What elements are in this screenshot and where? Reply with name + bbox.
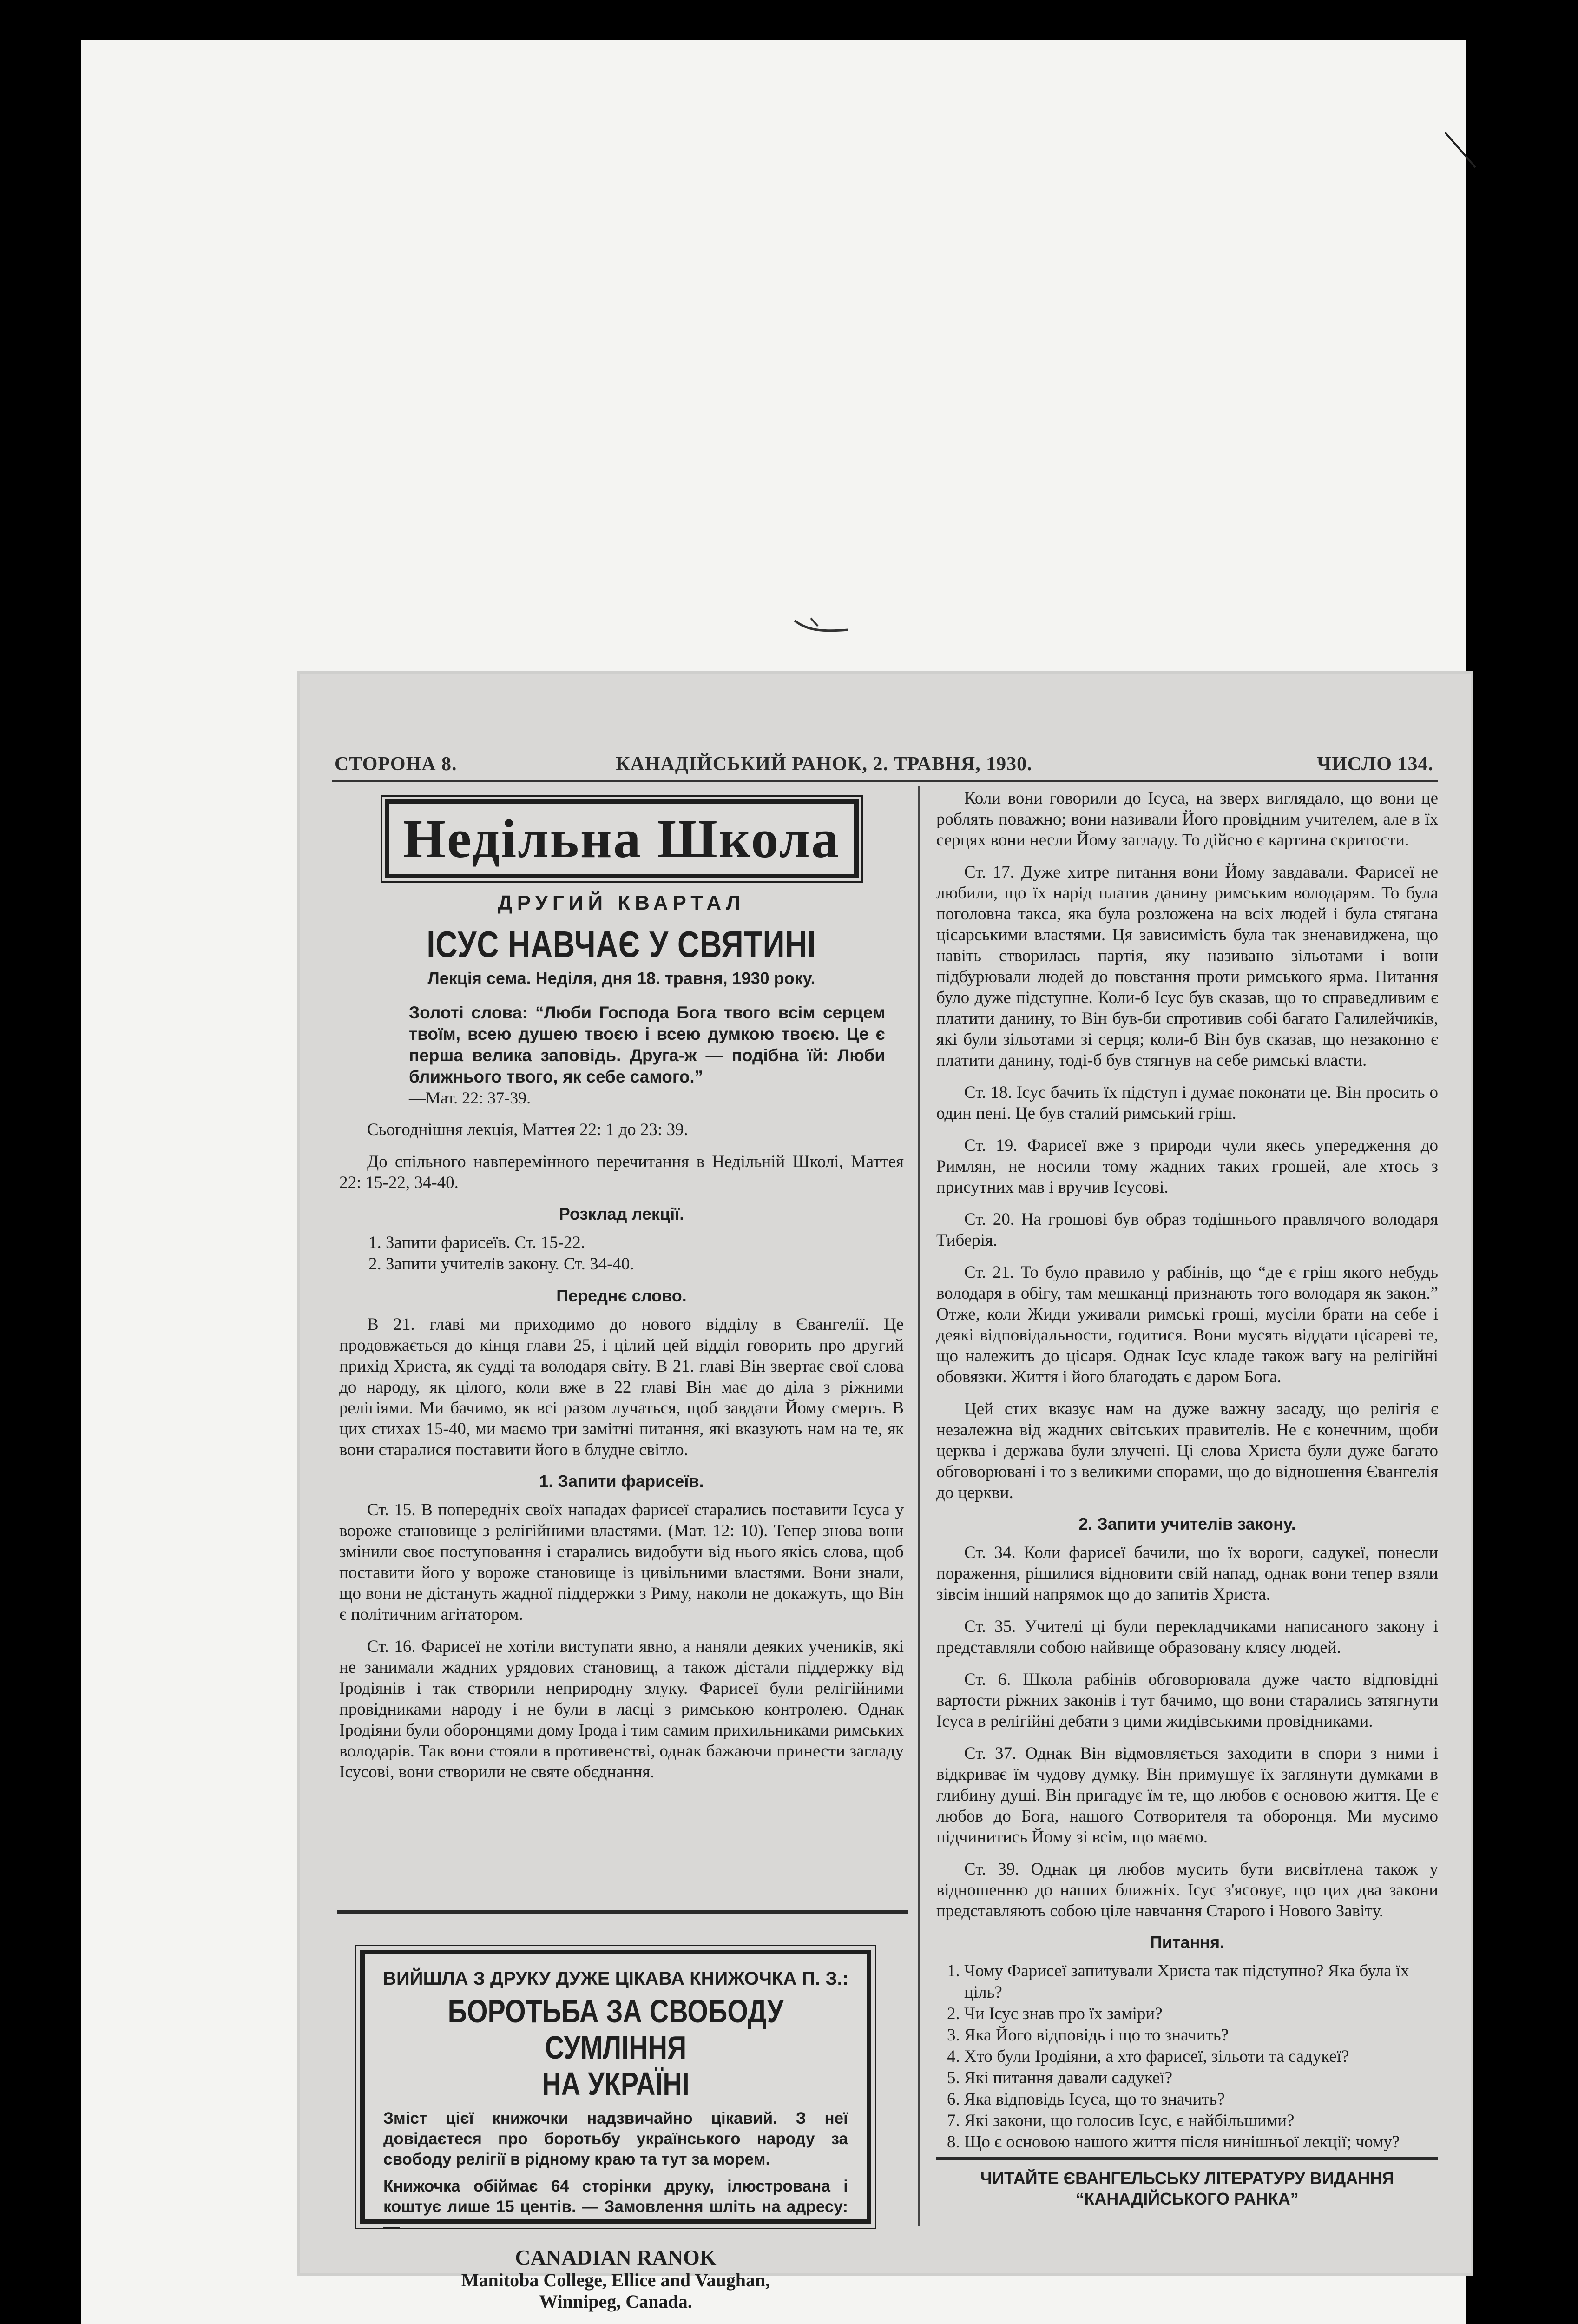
ad-announcement: ВИЙШЛА З ДРУКУ ДУЖЕ ЦІКАВА КНИЖОЧКА П. З.: [383, 1968, 848, 1989]
verse-36-paragraph: Ст. 6. Школа рабінів обговорювала дуже часто відповідні вартости ріжних законів і тут бачимо, що вони старались затягнути Ісуса в релігійні дебати з цими жидівськими провідниками. [936, 1670, 1438, 1731]
ad-title-line2: НА УКРАЇНІ [542, 2066, 690, 2102]
ad-description: Зміст цієї книжочки надзвичайно цікавий. З неї довідаєтеся про боротьбу українського народу за свободу релігії в рідному краю та тут за морем. [383, 2109, 848, 2168]
foreword-heading: Переднє слово. [556, 1286, 687, 1305]
golden-words-reference: —Мат. 22: 37-39. [409, 1089, 531, 1107]
questions-list [936, 1961, 1438, 2153]
verse-17-paragraph: Ст. 17. Дуже хитре питання вони Йому завдавали. Фарисеї не любили, що їх нарід платив данину римським володарям. То була поголовна такса, яка була розложена на всіх людей і була стягана цісарськими властями. Ця зависимість була так зненавиджена, що навіть створилась партія, яку називано зільотами і вони підбурювали людей до повстання проти римського ярма. Питання було дуже підступне. Коли-б Ісус був сказав, що то справедливим є платити данину, то Він був-би спротивив собі багато Галилейчиків, які були зільотами зі серця; коли-б Він був сказав, що незаконно є платити данину, тоді-б був стягнув на себе римські власти. [936, 863, 1438, 1070]
verse-35-paragraph: Ст. 35. Учителі ці були перекладчиками написаного закону і представляли собою найвище образовану клясу людей. [936, 1617, 1438, 1657]
column-rule [918, 786, 920, 2226]
list-item: 3. Яка Його відповідь і що то значить? [964, 2025, 1438, 2046]
plan-heading: Розклад лекції. [559, 1204, 684, 1223]
ad-price: Книжочка обіймає 64 сторінки друку, ілюстрована і коштує лише 15 центів. — Замовлення шліть на адресу: — [383, 2177, 848, 2236]
today-lesson: Сьогоднішня лекція, Маттея 22: 1 до 23: 39. [367, 1120, 688, 1139]
page-number: СТОРОНА 8. [335, 753, 457, 775]
section-2-heading: 2. Запити учителів закону. [1078, 1514, 1296, 1533]
masthead-title: Недільна Школа [403, 808, 840, 869]
ad-title-line1: БОРОТЬБА ЗА СВОБОДУ СУМЛІННЯ [447, 1993, 784, 2066]
ad-book-title [410, 1993, 822, 2102]
reading-note: До спільного навперемінного перечитання в Недільній Школі, Маттея 22: 15-22, 34-40. [339, 1152, 904, 1192]
lesson-subtitle: Лекція сема. Неділя, дня 18. травня, 1930 року. [427, 969, 815, 988]
verse-18-paragraph: Ст. 18. Ісус бачить їх підступ і думає поконати це. Він просить о один пені. Це був сталий римський гріш. [936, 1083, 1438, 1123]
lesson-plan-list [339, 1232, 904, 1275]
right-column [936, 788, 1438, 2153]
left-column [339, 788, 904, 1783]
header-rule [332, 780, 1438, 782]
verse-20-paragraph: Ст. 20. На грошові був образ тодішнього правлячого володаря Тиберія. [936, 1210, 1438, 1250]
ad-rule [337, 1910, 908, 1914]
newspaper-page [300, 674, 1471, 2312]
list-item: 1. Запити фарисеїв. Ст. 15-22. [386, 1232, 904, 1254]
list-item: 7. Які закони, що голосив Ісус, є найбільшими? [964, 2110, 1438, 2132]
book-advertisement [360, 1950, 871, 2312]
verse-19-paragraph: Ст. 19. Фарисеї вже з природи чули якесь упередження до Римлян, не носили тому жадних таких грошей, але хтось з присутних мав і вручив Ісусові. [936, 1136, 1438, 1197]
footer-rule [936, 2157, 1438, 2160]
lesson-title: ІСУС НАВЧАЄ У СВЯТИНІ [427, 924, 816, 965]
golden-words: Золоті слова: “Люби Господа Бога твого всім серцем твоїм, всею душею твоєю і всею думкою твоєю. Це є перша велика заповідь. Друга-ж — подібна їй: Люби ближнього твого, як себе самого.” [409, 1003, 885, 1086]
verse-37-paragraph: Ст. 37. Однак Він відмовляється заходити в спори з ними і відкриває їм чудову думку. Він примушує їх заглянути думками в глибину душі. Він пригадує їм те, що любов є основою життя. Це є любов до Бога, нашого Сотворителя та оборонця. Ми мусимо підчинитись Йому зі всім, що маємо. [936, 1744, 1438, 1847]
foreword-paragraph: В 21. главі ми приходимо до нового відділу в Євангелії. Це продовжається до кінця глави 25, і цілий цей відділ говорить про другий прихід Христа, як судді та володаря світу. В 21. главі Він звертає свої слова до народу, як цілого, коли вже в 22 главі Він має до діла з ріжними релігіями. Ми бачимо, як всі разом лучаться, щоб завдати Йому смерть. В цих стихах 15-40, ми маємо три замітні питання, які вказують нам на те, як вони старалися поставити його в блудне світло. [339, 1315, 904, 1459]
stray-ink-mark [792, 616, 853, 634]
scratch-mark [1443, 130, 1485, 172]
list-item: 2. Запити учителів закону. Ст. 34-40. [386, 1254, 904, 1275]
scan-frame [81, 40, 1466, 2324]
literature-notice [936, 2168, 1438, 2209]
paper-dateline: КАНАДІЙСЬКИЙ РАНОК, 2. ТРАВНЯ, 1930. [616, 753, 1032, 775]
list-item: 5. Які питання давали садукеї? [964, 2067, 1438, 2089]
list-item: 2. Чи Ісус знав про їх заміри? [964, 2003, 1438, 2025]
verse-21-paragraph: Ст. 21. То було правило у рабінів, що “де є гріш якого небудь володаря в обігу, там мешканці признають того володаря як закон.” Отже, коли Жиди уживали римські гроші, мусіли брати на себе і деякі відповідальности, годитися. Вони мусять віддати цісареві те, що належить до цісаря. Однак Ісус кладе також вагу на релігійні обовязки. Життя і його благодать є даром Бога. [936, 1263, 1438, 1386]
quarter-label: ДРУГИЙ КВАРТАЛ [498, 891, 745, 914]
verse-34-paragraph: Ст. 34. Коли фарисеї бачили, що їх вороги, садукеї, понесли пораження, рішилися відновити свій напад, однак вони тепер взяли зівсім інший напрямок що до запитів Христа. [936, 1543, 1438, 1604]
verse-39-paragraph: Ст. 39. Однак ця любов мусить бути висвітлена також у відношенню до наших ближніх. Ісус з'ясовує, що цих два закони представляють собою ціле навчання Старого і Нового Завіту. [936, 1860, 1438, 1921]
list-item: 8. Що є основою нашого життя після нинішньої лекції; чому? [964, 2132, 1438, 2153]
principle-paragraph: Цей стих вказує нам на дуже важну засаду, що релігія є незалежна від жадних світських правителів. Не є конечним, щоби церква і держава були злучені. Ці слова Христа були дуже багато обговорювані і то з великими спорами, що до відношення Євангелія до церкви. [936, 1400, 1438, 1502]
verse-16-paragraph: Ст. 16. Фарисеї не хотіли виступати явно, а наняли деяких учеників, які не занимали жадних урядових становищ, а також дістали піддержку від Іродіянів і так створили неприродну злуку. Фарисеї були релігійними провідниками народу і не були в ласці з римською контролею. Однак Іродіяни були оборонцями дому Ірода і тим самим прихильниками римських володарів. Так вони стояли в противенстві, однак бажаючи принести загладу Ісусові, вони створили не святе обєднання. [339, 1637, 904, 1782]
ad-address-street: Manitoba College, Ellice and Vaughan, [461, 2270, 770, 2291]
section-1-heading: 1. Запити фарисеїв. [539, 1472, 704, 1491]
ad-address-city: Winnipeg, Canada. [539, 2291, 692, 2312]
issue-number: ЧИСЛО 134. [1317, 753, 1433, 775]
questions-heading: Питання. [1150, 1933, 1225, 1952]
intro-paragraph: Коли вони говорили до Ісуса, на зверх виглядало, що вони це роблять поважно; вони називали Його провідним учителем, але в їх серцях вони несли Йому загладу. То дійсно є картина скритости. [936, 789, 1438, 850]
list-item: 4. Хто були Іродіяни, а хто фарисеї, зільоти та садукеї? [964, 2046, 1438, 2067]
ad-address-name: CANADIAN RANOK [515, 2245, 717, 2269]
verse-15-paragraph: Ст. 15. В попередніх своїх нападах фарисеї старались поставити Ісуса у вороже становище з релігійними властями. (Мат. 12: 10). Тепер знова вони змінили своє поступовання і старались видобути від нього якісь слова, щоб поставити його у вороже становище із цивільними властями. Вони знали, що вони не дістануть жадної піддержки з Риму, наколи не докажуть, що Він є політичним агітатором. [339, 1500, 904, 1624]
list-item: 1. Чому Фарисеї запитували Христа так підступно? Яка була їх ціль? [964, 1961, 1438, 2003]
section-masthead [385, 799, 859, 878]
literature-notice-line1: ЧИТАЙТЕ ЄВАНГЕЛЬСЬКУ ЛІТЕРАТУРУ ВИДАННЯ [980, 2169, 1394, 2188]
list-item: 6. Яка відповідь Ісуса, що то значить? [964, 2089, 1438, 2110]
literature-notice-line2: “КАНАДІЙСЬКОГО РАНКА” [1076, 2189, 1299, 2208]
